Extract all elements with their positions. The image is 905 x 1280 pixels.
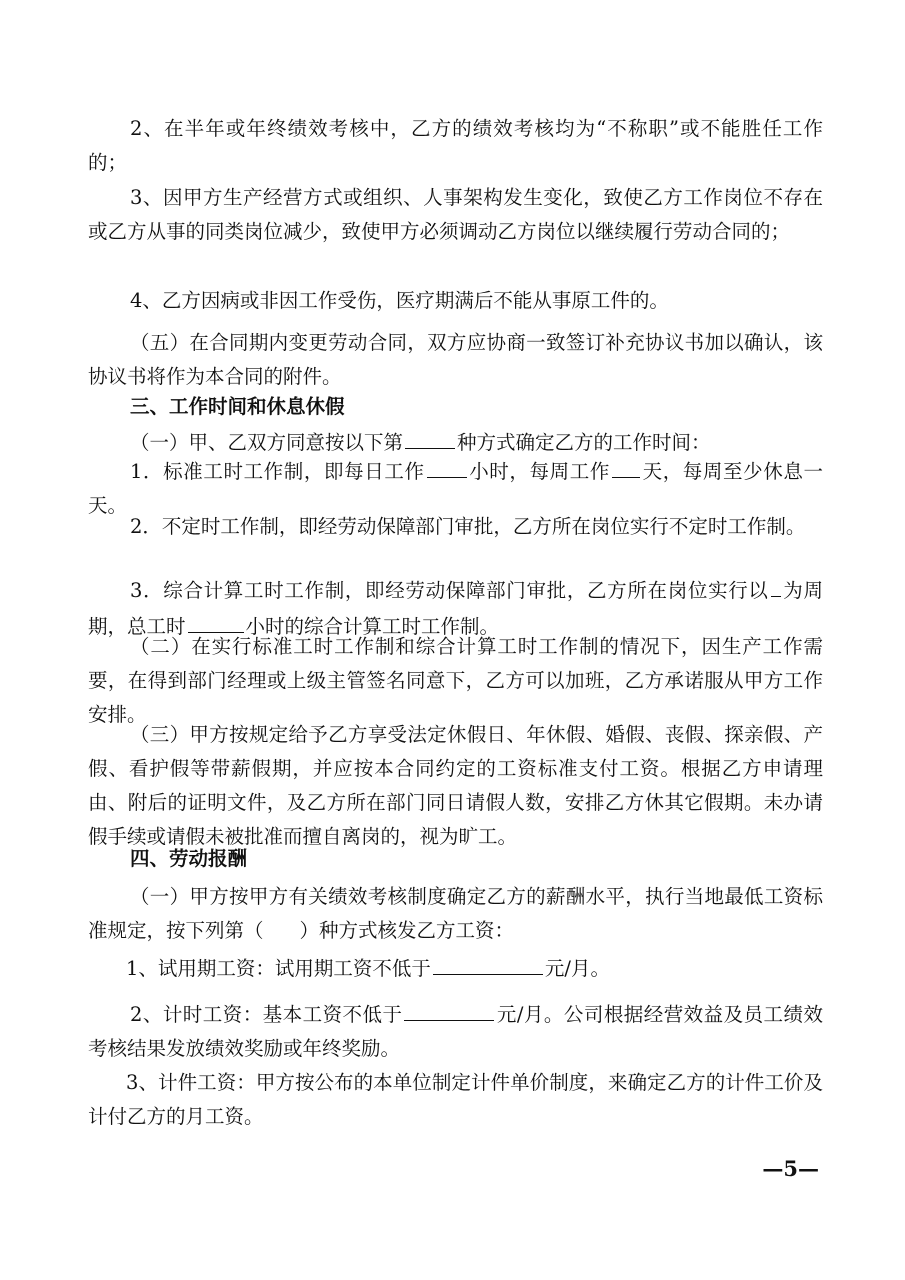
clause-piece-wage: 3、计件工资：甲方按公布的本单位制定计件单价制度，来确定乙方的计件工价及计付乙方的月工资。: [88, 1071, 823, 1128]
clause-flexible-hours: 2．不定时工作制，即经劳动保障部门审批，乙方所在岗位实行不定时工作制。: [130, 515, 806, 538]
blank-daily-hours: [427, 453, 467, 478]
clause-5-amendment: （五）在合同期内变更劳动合同，双方应协商一致签订补充协议书加以确认，该协议书将作为本合同的附件。: [88, 331, 823, 388]
clause-3-2-overtime: （二）在实行标准工时工作制和综合计算工时工作制的情况下，因生产工作需要，在得到部门经理或上级主管签名同意下，乙方可以加班，乙方承诺服从甲方工作安排。: [88, 635, 823, 726]
blank-method: [405, 424, 455, 449]
blank-base-wage: [404, 996, 494, 1021]
section-heading-3: 三、工作时间和休息休假: [130, 395, 345, 418]
blank-weekly-days: [612, 453, 640, 478]
clause-standard-hours: 1．标准工时工作制，即每日工作 小时，每周工作 天，每周至少休息一天。: [88, 453, 823, 523]
clause-probation-wage: 1、试用期工资：试用期工资不低于 元/月。: [88, 950, 823, 986]
page-number: —5—: [762, 1156, 819, 1181]
clause-4-illness: 4、乙方因病或非因工作受伤，医疗期满后不能从事原工件的。: [130, 289, 669, 312]
clause-comprehensive-hours: 3．综合计算工时工作制，即经劳动保障部门审批，乙方所在岗位实行以 为周期，总工时 小时的综合计算工时工作制。: [88, 572, 823, 644]
clause-3-3-leave: （三）甲方按规定给予乙方享受法定休假日、年休假、婚假、丧假、探亲假、产假、看护假等带薪假期，并应按本合同约定的工资标准支付工资。根据乙方申请理由、附后的证明文件，及乙方所在部门同日请假人数，安排乙方休其它假期。未办请假手续或请假未被批准而擅自离岗的，视为旷工。: [88, 723, 823, 848]
blank-probation-wage: [433, 950, 543, 975]
clause-3-1: （一）甲、乙双方同意按以下第 种方式确定乙方的工作时间：: [88, 424, 823, 460]
clause-hourly-wage: 2、计时工资：基本工资不低于 元/月。公司根据经营效益及员工绩效考核结果发放绩效奖励或年终奖励。: [88, 996, 823, 1066]
clause-3-restructure: 3、因甲方生产经营方式或组织、人事架构发生变化，致使乙方工作岗位不存在或乙方从事的同类岗位减少，致使甲方必须调动乙方岗位以继续履行劳动合同的；: [88, 186, 823, 243]
section-heading-4: 四、劳动报酬: [130, 847, 248, 870]
blank-period: [771, 572, 781, 597]
clause-4-1: （一）甲方按甲方有关绩效考核制度确定乙方的薪酬水平，执行当地最低工资标准规定，按下列第（ ）种方式核发乙方工资：: [88, 885, 823, 942]
clause-2-unfit: 2、在半年或年终绩效考核中，乙方的绩效考核均为“不称职”或不能胜任工作的；: [88, 117, 823, 174]
